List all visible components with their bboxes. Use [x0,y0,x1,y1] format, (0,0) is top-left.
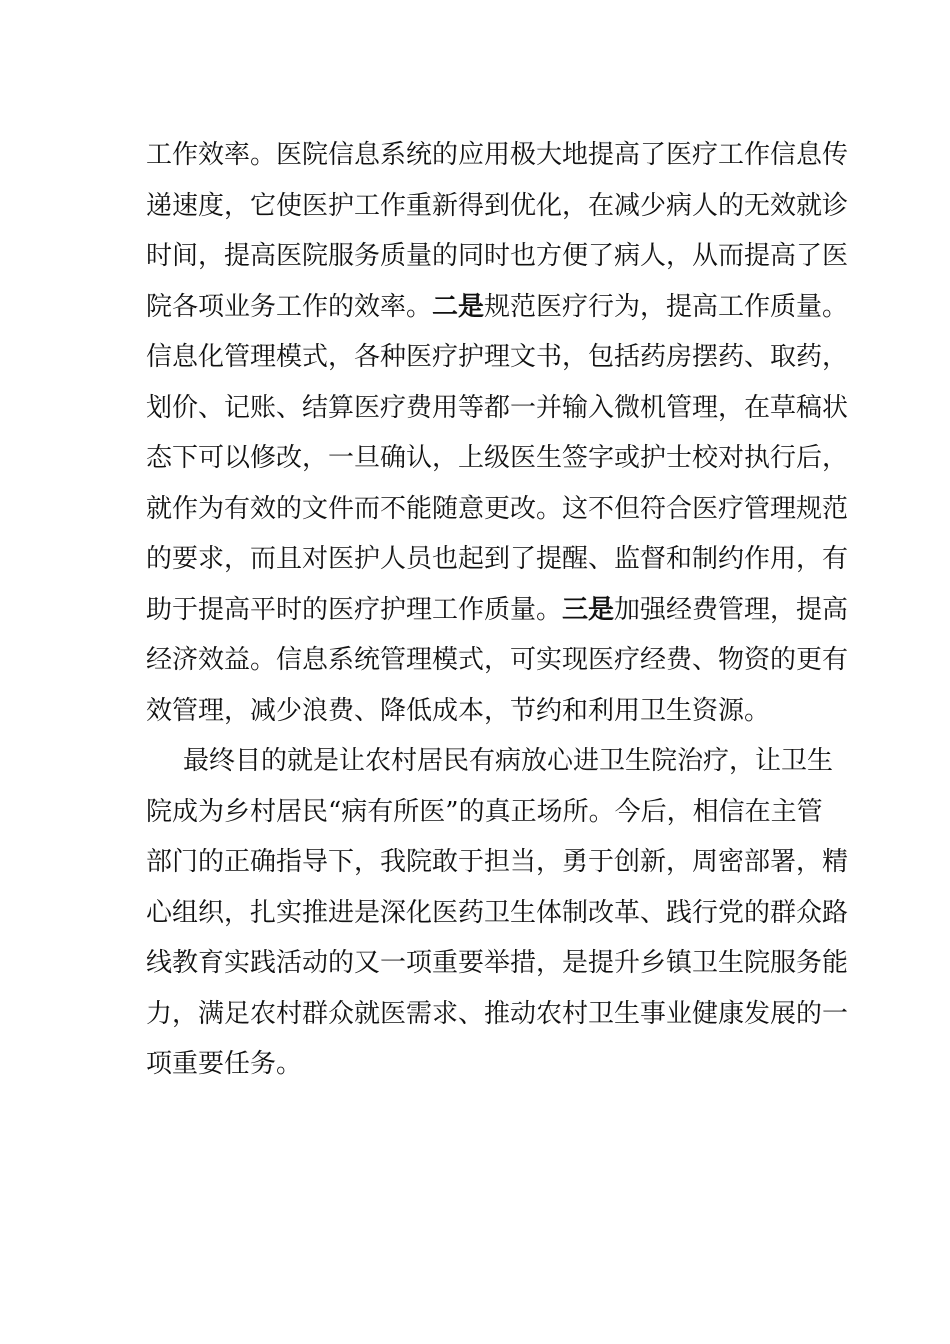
text-line [146,989,849,1040]
text-line [146,888,849,939]
text-line [146,130,849,181]
text-run: 时间，提高医院服务质量的同时也方便了病人，从而提高了医 [146,241,849,271]
text-line [146,585,849,636]
text-run: 院成为乡村居民“病有所医”的真正场所。今后，相信在主管 [146,796,823,827]
text-line [146,736,834,787]
text-line [146,332,849,383]
text-line [146,635,849,686]
text-run: 加强经费管理，提高 [614,594,849,625]
bold-keyword: 二是 [432,291,485,322]
text-line [146,282,849,333]
text-run: 经济效益。信息系统管理模式，可实现医疗经费、物资的更有 [146,645,849,675]
document-body [146,130,849,1090]
text-run: 递速度，它使医护工作重新得到优化，在减少病人的无效就诊 [146,190,849,221]
text-line [146,787,823,838]
text-run: 项重要任务。 [146,1049,303,1079]
text-run: 信息化管理模式，各种医疗护理文书，包括药房摆药、取药， [146,342,849,372]
text-line [146,484,849,535]
text-run: 心组织，扎实推进是深化医药卫生体制改革、践行党的群众路 [146,897,849,928]
text-run: 部门的正确指导下，我院敢于担当，勇于创新，周密部署，精 [146,847,849,877]
text-line [146,686,808,737]
text-line [146,1039,808,1090]
text-run: 划价、记账、结算医疗费用等都一并输入微机管理，在草稿状 [146,392,849,423]
text-line [146,181,849,232]
bold-keyword: 三是 [562,594,615,625]
text-line [146,534,849,585]
text-run: 院各项业务工作的效率。 [146,291,433,322]
text-run: 就作为有效的文件而不能随意更改。这不但符合医疗管理规范 [146,493,849,524]
text-line [146,938,849,989]
text-run: 线教育实践活动的又一项重要举措，是提升乡镇卫生院服务能 [146,948,849,978]
text-line [146,837,849,888]
text-run: 助于提高平时的医疗护理工作质量。 [146,594,563,625]
text-run: 效管理，减少浪费、降低成本，节约和利用卫生资源。 [146,695,771,726]
text-line [146,433,849,484]
text-run: 的要求，而且对医护人员也起到了提醒、监督和制约作用，有 [146,544,849,574]
text-run: 力，满足农村群众就医需求、推动农村卫生事业健康发展的一 [146,998,849,1029]
text-run: 态下可以修改，一旦确认，上级医生签字或护士校对执行后， [146,443,849,473]
paragraph-2 [146,736,849,1090]
paragraph-1 [146,130,849,736]
text-run: 最终目的就是让农村居民有病放心进卫生院治疗，让卫生 [183,746,834,776]
text-line [146,383,849,434]
text-run: 规范医疗行为，提高工作质量。 [484,291,849,322]
text-run: 工作效率。医院信息系统的应用极大地提高了医疗工作信息传 [146,140,849,170]
text-line [146,231,849,282]
